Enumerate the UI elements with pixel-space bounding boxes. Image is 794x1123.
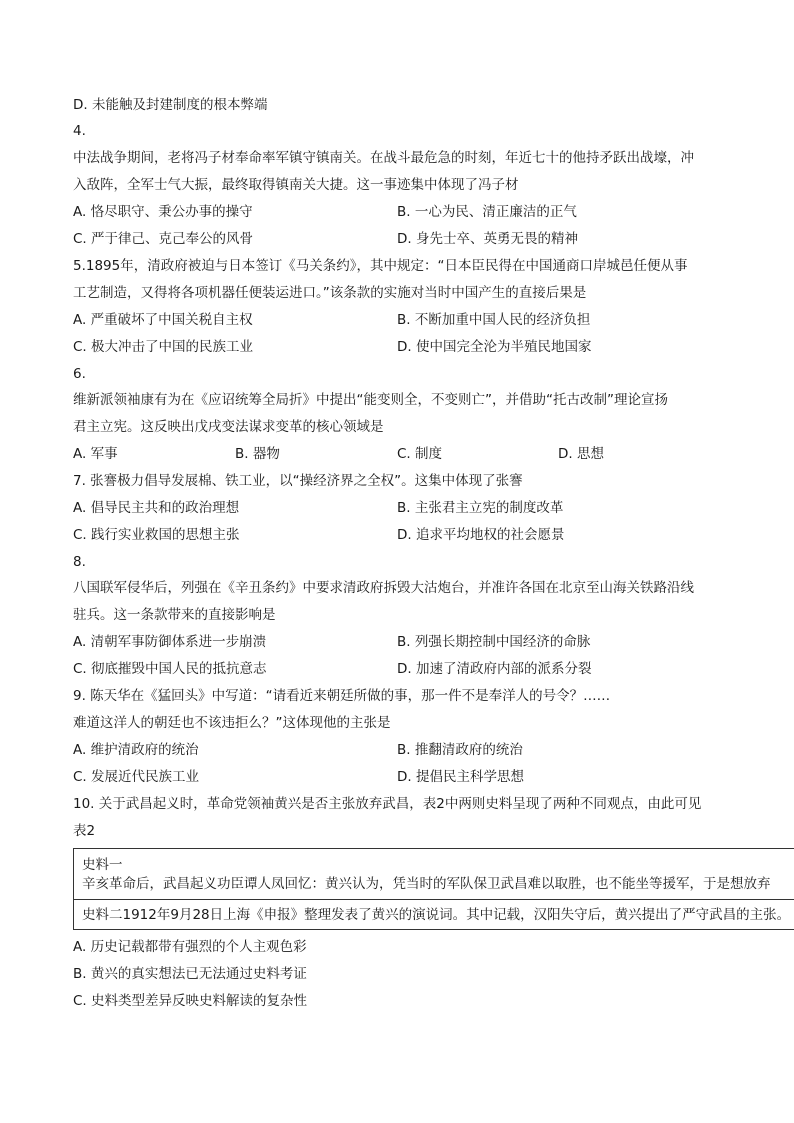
table-row (74, 900, 794, 930)
q9-stem-line2: 难道这洋人的朝廷也不该违拒么？”这体现他的主张是 (73, 715, 391, 731)
q8-option-b: B. 列强长期控制中国经济的命脉 (397, 634, 591, 650)
q4-stem-line2: 入敌阵，全军士气大振，最终取得镇南关大捷。这一事迹集中体现了冯子材 (73, 177, 519, 193)
q10-option-b: B. 黄兴的真实想法已无法通过史料考证 (73, 966, 307, 982)
q6-option-c: C. 制度 (397, 446, 443, 462)
q4-option-c: C. 严于律己、克己奉公的风骨 (73, 231, 254, 247)
q4-option-b: B. 一心为民、清正廉洁的正气 (397, 204, 577, 220)
source-one-text: 辛亥革命后，武昌起义功臣谭人凤回忆：黄兴认为，凭当时的军队保卫武昌难以取胜，也不能坐等援军，于是想放弃 (82, 876, 771, 892)
q9-option-c: C. 发展近代民族工业 (73, 769, 200, 785)
q9-option-a: A. 维护清政府的统治 (73, 742, 199, 758)
q7-option-a: A. 倡导民主共和的政治理想 (73, 500, 240, 516)
q8-option-c: C. 彻底摧毁中国人民的抵抗意志 (73, 661, 267, 677)
q4-stem-line1: 中法战争期间，老将冯子材奉命率军镇守镇南关。在战斗最危急的时刻，年近七十的他持矛跃出战壕，冲 (73, 150, 694, 166)
q8-option-d: D. 加速了清政府内部的派系分裂 (397, 661, 592, 677)
q10-option-a: A. 历史记载都带有强烈的个人主观色彩 (73, 939, 307, 955)
q5-option-b: B. 不断加重中国人民的经济负担 (397, 312, 591, 328)
q9-option-b: B. 推翻清政府的统治 (397, 742, 523, 758)
q10-table-caption: 表2 (73, 823, 96, 839)
q8-option-a: A. 清朝军事防御体系进一步崩溃 (73, 634, 267, 650)
q5-stem-line1: 5.1895年，清政府被迫与日本签订《马关条约》，其中规定：“日本臣民得在中国通商口岸城邑任便从事 (73, 258, 688, 274)
q10-option-c: C. 史料类型差异反映史料解读的复杂性 (73, 993, 308, 1009)
q4-number: 4. (73, 123, 86, 139)
q6-stem-line2: 君主立宪。这反映出戊戌变法谋求变革的核心领域是 (73, 419, 384, 435)
q5-option-a: A. 严重破坏了中国关税自主权 (73, 312, 253, 328)
q5-option-c: C. 极大冲击了中国的民族工业 (73, 339, 254, 355)
q4-option-d: D. 身先士卒、英勇无畏的精神 (397, 231, 578, 247)
q5-option-d: D. 使中国完全沦为半殖民地国家 (397, 339, 592, 355)
q6-option-d: D. 思想 (558, 446, 604, 462)
source-table (73, 848, 794, 930)
q6-stem-line1: 维新派领袖康有为在《应诏统筹全局折》中提出“能变则全，不变则亡”，并借助“托古改制”理论宣扬 (73, 392, 668, 408)
source-one-title: 史料一 (82, 857, 123, 873)
q9-option-d: D. 提倡民主科学思想 (397, 769, 524, 785)
q3-option-d: D. 未能触及封建制度的根本弊端 (73, 97, 268, 113)
q7-option-b: B. 主张君主立宪的制度改革 (397, 500, 564, 516)
q10-stem-line1: 10. 关于武昌起义时，革命党领袖黄兴是否主张放弃武昌，表2中两则史料呈现了两种不同观点，由此可见 (73, 796, 702, 812)
q8-number: 8. (73, 554, 86, 570)
q7-option-c: C. 践行实业救国的思想主张 (73, 527, 240, 543)
q5-stem-line2: 工艺制造，又得将各项机器任便装运进口。”该条款的实施对当时中国产生的直接后果是 (73, 285, 587, 301)
q4-option-a: A. 恪尽职守、秉公办事的操守 (73, 204, 253, 220)
q7-stem-line1: 7. 张謇极力倡导发展棉、铁工业，以“操经济界之全权”。这集中体现了张謇 (73, 473, 523, 489)
q8-stem-line1: 八国联军侵华后，列强在《辛丑条约》中要求清政府拆毁大沽炮台，并准许各国在北京至山海关铁路沿线 (73, 580, 694, 596)
q6-option-b: B. 器物 (235, 446, 280, 462)
source-two-text: 史料二1912年9月28日上海《申报》整理发表了黄兴的演说词。其中记载，汉阳失守后，黄兴提出了严守武昌的主张。 (82, 907, 791, 923)
table-row (74, 849, 794, 900)
q7-option-d: D. 追求平均地权的社会愿景 (397, 527, 565, 543)
q6-number: 6. (73, 366, 86, 382)
q8-stem-line2: 驻兵。这一条款带来的直接影响是 (73, 607, 276, 623)
q9-stem-line1: 9. 陈天华在《猛回头》中写道：“请看近来朝廷所做的事，那一件不是奉洋人的号令？…… (73, 688, 611, 704)
q6-option-a: A. 军事 (73, 446, 118, 462)
